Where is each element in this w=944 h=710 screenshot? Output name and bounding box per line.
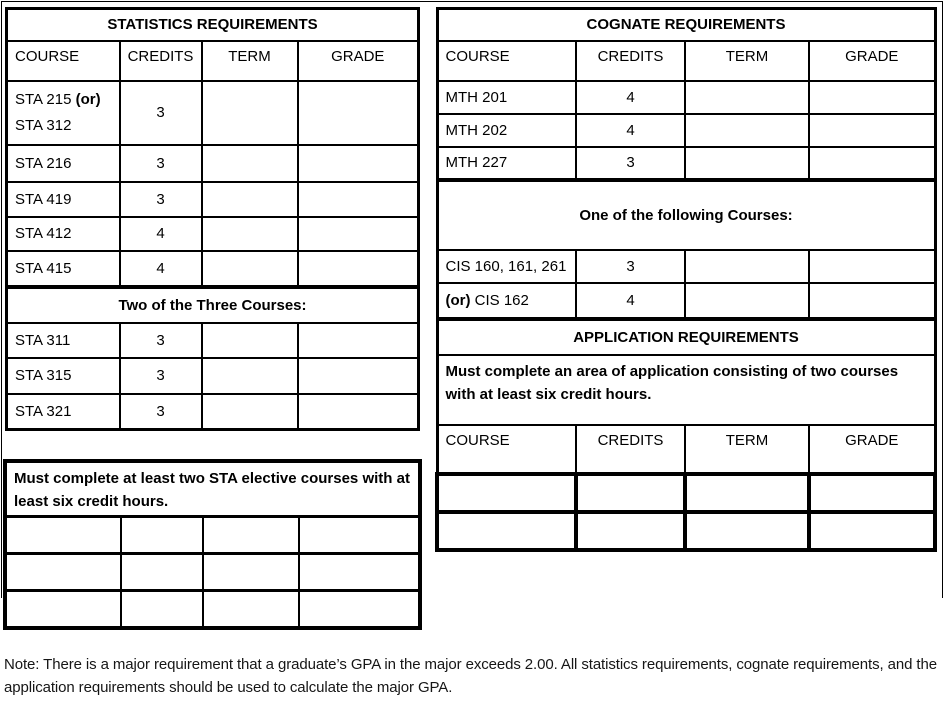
statistics-title: STATISTICS REQUIREMENTS: [7, 9, 419, 41]
table-row: [5, 517, 420, 554]
course-cell: STA 321: [7, 394, 120, 430]
grade-cell: [809, 114, 935, 147]
course-text: STA 312: [15, 116, 72, 134]
course-cell: MTH 201: [437, 81, 576, 114]
column-header-term: TERM: [685, 41, 809, 81]
column-header-course: COURSE: [437, 425, 576, 474]
table-row: [5, 591, 420, 628]
or-text: (or): [75, 90, 101, 108]
credits-cell: 4: [120, 251, 202, 287]
course-cell: [437, 512, 576, 550]
course-cell: MTH 227: [437, 147, 576, 180]
table-row: [5, 461, 420, 517]
credits-cell: [121, 517, 203, 554]
table-row: [7, 145, 419, 182]
gpa-footnote: Note: There is a major requirement that a graduate’s GPA in the major exceeds 2.00. All statistics requirements, cognate requirements, and the application requirements should be used to calculate the major GPA.: [4, 656, 937, 696]
grade-cell: [298, 394, 419, 430]
grade-cell: [298, 251, 419, 287]
credits-cell: 3: [120, 145, 202, 182]
course-cell: STA 412: [7, 217, 120, 251]
credits-cell: 3: [120, 323, 202, 358]
elective-note: Must complete at least two STA elective courses with at least six credit hours.: [5, 461, 420, 517]
course-cell: STA 419: [7, 182, 120, 217]
term-cell: [685, 283, 809, 319]
grade-cell: [809, 147, 935, 180]
term-cell: [685, 474, 809, 512]
column-header-credits: CREDITS: [576, 425, 685, 474]
table-row: [437, 81, 935, 114]
table-row: [437, 512, 935, 550]
credits-cell: [121, 554, 203, 591]
course-cell: [5, 517, 121, 554]
term-cell: [203, 517, 299, 554]
table-row: [7, 323, 419, 358]
term-cell: [202, 145, 298, 182]
credits-cell: [121, 591, 203, 628]
credits-cell: [576, 512, 685, 550]
credits-cell: 4: [120, 217, 202, 251]
grade-cell: [298, 145, 419, 182]
sta-elective-table: [3, 459, 422, 630]
column-header-credits: CREDITS: [576, 41, 685, 81]
table-row: [437, 283, 935, 319]
grade-cell: [809, 283, 935, 319]
table-row: [437, 147, 935, 180]
term-cell: [685, 114, 809, 147]
course-cell: STA 315: [7, 358, 120, 394]
table-row: [437, 425, 935, 474]
grade-cell: [809, 474, 935, 512]
table-row: [437, 114, 935, 147]
statistics-table: [5, 7, 420, 431]
term-cell: [685, 147, 809, 180]
course-cell: STA 311: [7, 323, 120, 358]
table-row: [5, 554, 420, 591]
table-row: [437, 355, 935, 425]
credits-cell: [576, 474, 685, 512]
course-cell: STA 415: [7, 251, 120, 287]
term-cell: [203, 591, 299, 628]
table-row: [7, 394, 419, 430]
column-header-term: TERM: [685, 425, 809, 474]
credits-cell: 3: [120, 182, 202, 217]
grade-cell: [299, 517, 420, 554]
term-cell: [202, 358, 298, 394]
credits-cell: 3: [120, 358, 202, 394]
course-cell: [437, 474, 576, 512]
grade-cell: [298, 323, 419, 358]
table-row: [437, 9, 935, 41]
credits-cell: 4: [576, 81, 685, 114]
term-cell: [202, 81, 298, 145]
table-row: [437, 474, 935, 512]
table-row: [7, 81, 419, 145]
course-cell: MTH 202: [437, 114, 576, 147]
term-cell: [202, 217, 298, 251]
column-header-course: COURSE: [7, 41, 120, 81]
grade-cell: [809, 81, 935, 114]
grade-cell: [298, 217, 419, 251]
course-cell: [7, 81, 120, 145]
table-row: [7, 287, 419, 323]
one-of-label: One of the following Courses:: [437, 180, 935, 250]
column-header-grade: GRADE: [298, 41, 419, 81]
course-text: CIS 162: [470, 291, 529, 309]
grade-cell: [809, 250, 935, 283]
course-cell: STA 216: [7, 145, 120, 182]
table-row: [437, 41, 935, 81]
course-cell: CIS 160, 161, 261: [437, 250, 576, 283]
column-header-course: COURSE: [437, 41, 576, 81]
column-header-grade: GRADE: [809, 425, 935, 474]
application-title: APPLICATION REQUIREMENTS: [437, 319, 935, 355]
or-text: (or): [445, 291, 471, 309]
term-cell: [202, 394, 298, 430]
term-cell: [203, 554, 299, 591]
table-row: [7, 358, 419, 394]
term-cell: [202, 323, 298, 358]
table-row: [7, 251, 419, 287]
term-cell: [202, 251, 298, 287]
course-cell: [5, 591, 121, 628]
column-header-credits: CREDITS: [120, 41, 202, 81]
application-note: Must complete an area of application consisting of two courses with at least six credit hours.: [437, 355, 935, 425]
term-cell: [685, 81, 809, 114]
column-header-grade: GRADE: [809, 41, 935, 81]
credits-cell: 3: [120, 394, 202, 430]
grade-cell: [299, 554, 420, 591]
table-row: [7, 9, 419, 41]
grade-cell: [298, 358, 419, 394]
table-row: [437, 180, 935, 250]
term-cell: [685, 250, 809, 283]
column-header-term: TERM: [202, 41, 298, 81]
credits-cell: 4: [576, 283, 685, 319]
grade-cell: [298, 81, 419, 145]
credits-cell: 4: [576, 114, 685, 147]
credits-cell: 3: [576, 250, 685, 283]
course-cell: [437, 283, 576, 319]
grade-cell: [809, 512, 935, 550]
credits-cell: 3: [120, 81, 202, 145]
term-cell: [685, 512, 809, 550]
two-of-three-label: Two of the Three Courses:: [7, 287, 419, 323]
table-row: [7, 182, 419, 217]
table-row: [437, 250, 935, 283]
table-row: [7, 41, 419, 81]
table-row: [437, 319, 935, 355]
credits-cell: 3: [576, 147, 685, 180]
cognate-title: COGNATE REQUIREMENTS: [437, 9, 935, 41]
term-cell: [202, 182, 298, 217]
course-cell: [5, 554, 121, 591]
course-text: STA 215: [15, 90, 72, 108]
grade-cell: [298, 182, 419, 217]
cognate-table: [435, 7, 937, 552]
grade-cell: [299, 591, 420, 628]
table-row: [7, 217, 419, 251]
